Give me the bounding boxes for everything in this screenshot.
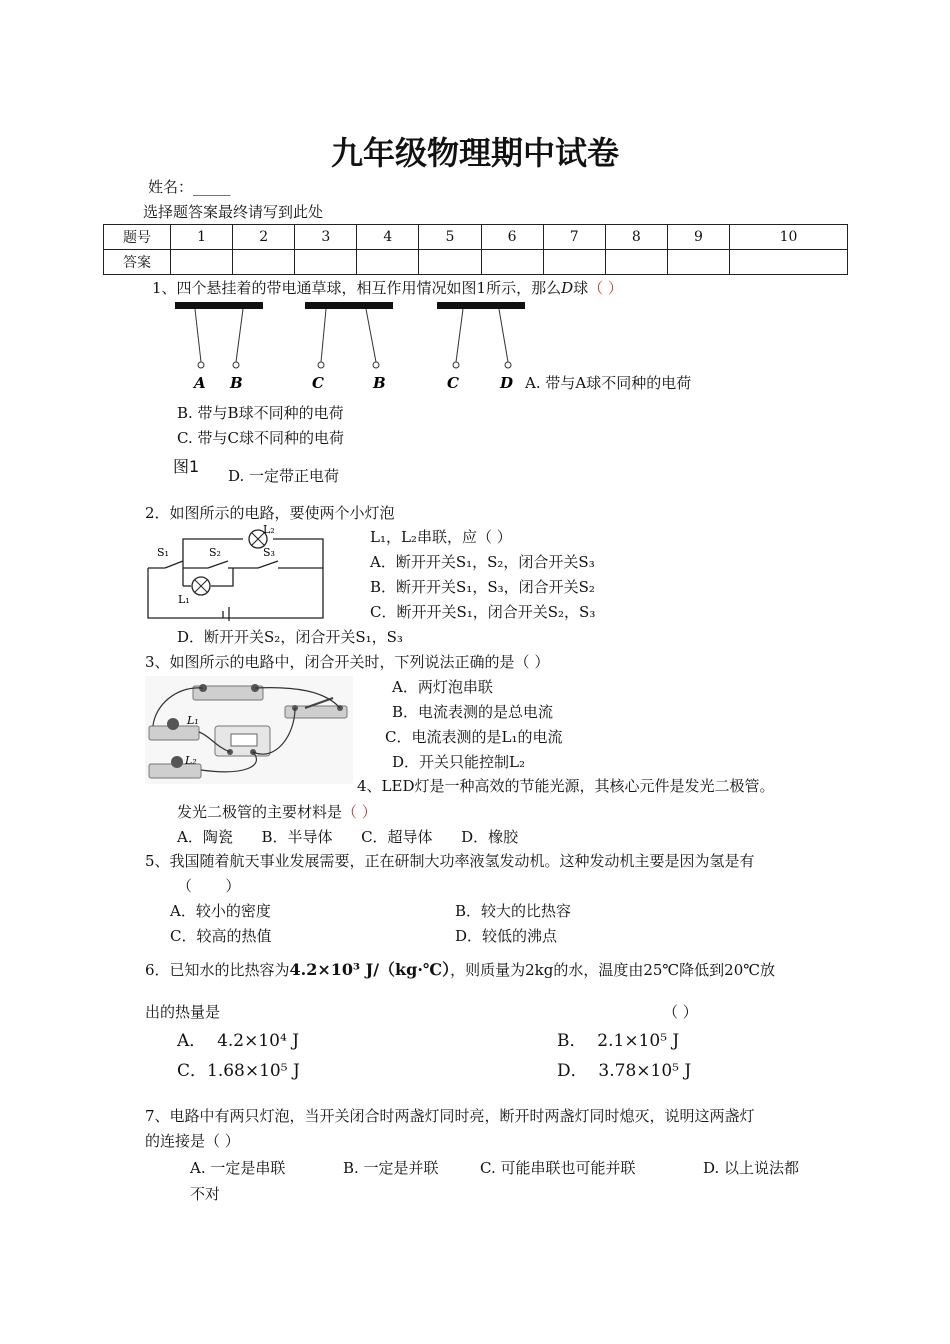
lamp-l1-label: L₁ bbox=[187, 714, 199, 727]
q3-option-d: D．开关只能控制L₂ bbox=[392, 753, 526, 771]
question-number: 3 bbox=[295, 225, 357, 250]
q2-option-d: D．断开开关S₂，闭合开关S₁，S₃ bbox=[177, 628, 403, 646]
q1-figure-pith-balls bbox=[168, 296, 533, 394]
pith-ball-pair-3 bbox=[437, 302, 525, 392]
lamp-l1-label: L₁ bbox=[178, 593, 190, 606]
answer-table-header-row bbox=[104, 225, 848, 250]
ball-label: B bbox=[230, 374, 243, 392]
question-number: 8 bbox=[605, 225, 667, 250]
q6-bracket: （ ） bbox=[663, 1003, 698, 1021]
q5-option-c: C．较高的热值 bbox=[170, 927, 272, 945]
question-number: 5 bbox=[419, 225, 481, 250]
question-number: 6 bbox=[481, 225, 543, 250]
answer-instruction: 选择题答案最终请写到此处 bbox=[143, 203, 324, 221]
q3-stem: 3、如图所示的电路中，闭合开关时，下列说法正确的是（ ） bbox=[145, 653, 550, 671]
q7-option-c: C. 可能串联也可能并联 bbox=[480, 1159, 636, 1177]
q1-option-d: D. 一定带正电荷 bbox=[228, 467, 340, 485]
q5-option-a: A．较小的密度 bbox=[170, 902, 271, 920]
q4-stem: 4、LED灯是一种高效的节能光源，其核心元件是发光二极管。 bbox=[357, 777, 775, 795]
lamp-l1-icon bbox=[192, 577, 210, 595]
answer-cell[interactable] bbox=[481, 250, 543, 275]
q6-option-c: C．1.68×10⁵ J bbox=[177, 1061, 300, 1081]
answer-cell[interactable] bbox=[543, 250, 605, 275]
answer-cell[interactable] bbox=[171, 250, 233, 275]
q2-circuit-diagram bbox=[143, 523, 325, 623]
answer-cell[interactable] bbox=[729, 250, 847, 275]
question-number: 9 bbox=[667, 225, 729, 250]
q2-option-b: B．断开开关S₁，S₃，闭合开关S₂ bbox=[370, 578, 595, 596]
answer-cell[interactable] bbox=[357, 250, 419, 275]
name-field-label: 姓名：_____ bbox=[148, 178, 231, 196]
question-number: 1 bbox=[171, 225, 233, 250]
answer-cell[interactable] bbox=[605, 250, 667, 275]
q6-stem: 6．已知水的比热容为4.2×10³ J/（kg·℃），则质量为2kg的水，温度由25℃降低到20℃放 bbox=[145, 960, 776, 979]
page-title: 九年级物理期中试卷 bbox=[330, 134, 619, 172]
switch-s2-label: S₂ bbox=[209, 546, 221, 559]
q5-option-d: D．较低的沸点 bbox=[455, 927, 558, 945]
q1-figure-label: 图1 bbox=[173, 457, 200, 476]
q6-stem-cont: 出的热量是 bbox=[145, 1003, 221, 1021]
q1-option-a: A. 带与A球不同种的电荷 bbox=[525, 374, 692, 392]
q6-option-a: A． 4.2×10⁴ J bbox=[177, 1031, 300, 1051]
q7-option-b: B. 一定是并联 bbox=[343, 1159, 439, 1177]
ball-label: B bbox=[373, 374, 386, 392]
q4-bracket: （ ） bbox=[342, 803, 377, 821]
q4-options: A．陶瓷 B．半导体 C．超导体 D．橡胶 bbox=[177, 828, 519, 846]
q2-option-a: A．断开开关S₁，S₂，闭合开关S₃ bbox=[370, 553, 595, 571]
q3-circuit-photo bbox=[145, 676, 353, 784]
ball-label: C bbox=[312, 374, 324, 392]
q1-option-c: C. 带与C球不同种的电荷 bbox=[177, 429, 344, 447]
answer-cell[interactable] bbox=[233, 250, 295, 275]
switch-s1-label: S₁ bbox=[157, 546, 169, 559]
q3-option-c: C．电流表测的是L₁的电流 bbox=[385, 728, 563, 746]
q6-option-b: B． 2.1×10⁵ J bbox=[557, 1031, 680, 1051]
question-number: 7 bbox=[543, 225, 605, 250]
lamp-l2-label: L₂ bbox=[263, 523, 275, 536]
answer-cell[interactable] bbox=[419, 250, 481, 275]
answer-label: 答案 bbox=[104, 250, 171, 275]
answer-cell[interactable] bbox=[667, 250, 729, 275]
q2-stem-cont: L₁，L₂串联，应（ ） bbox=[370, 528, 512, 546]
ball-label: D bbox=[500, 374, 514, 392]
question-number: 4 bbox=[357, 225, 419, 250]
switch-s3-label: S₃ bbox=[263, 546, 275, 559]
question-number-label: 题号 bbox=[104, 225, 171, 250]
pith-ball-pair-1 bbox=[175, 302, 263, 392]
q4-stem-cont: 发光二极管的主要材料是（ ） bbox=[177, 803, 377, 821]
lamp-l2-label: L₂ bbox=[185, 754, 197, 767]
ball-label: A bbox=[194, 374, 206, 392]
q1-stem: 1、四个悬挂着的带电通草球，相互作用情况如图1所示，那么D球（ ） bbox=[152, 279, 623, 297]
q1-option-b: B. 带与B球不同种的电荷 bbox=[177, 404, 344, 422]
q7-option-a: A. 一定是串联 bbox=[190, 1159, 286, 1177]
q5-stem: 5、我国随着航天事业发展需要，正在研制大功率液氢发动机。这种发动机主要是因为氢是有 bbox=[145, 852, 755, 870]
question-number: 10 bbox=[729, 225, 847, 250]
q5-bracket: （ ） bbox=[177, 877, 241, 895]
q7-stem: 7、电路中有两只灯泡，当开关闭合时两盏灯同时亮，断开时两盏灯同时熄灭，说明这两盏灯 bbox=[145, 1107, 755, 1125]
q1-bracket: （ ） bbox=[588, 279, 623, 297]
q7-option-d: D. 以上说法都 bbox=[703, 1159, 800, 1177]
specific-heat-formula: 4.2×10³ J/（kg·℃） bbox=[289, 960, 451, 979]
q5-option-b: B．较大的比热容 bbox=[455, 902, 572, 920]
answer-table-answer-row bbox=[104, 250, 848, 275]
answer-cell[interactable] bbox=[295, 250, 357, 275]
answer-table bbox=[103, 224, 848, 275]
pith-ball-pair-2 bbox=[305, 302, 393, 392]
q7-stem-cont: 的连接是（ ） bbox=[145, 1132, 240, 1150]
question-number: 2 bbox=[233, 225, 295, 250]
q6-option-d: D． 3.78×10⁵ J bbox=[557, 1061, 692, 1081]
q2-option-c: C．断开开关S₁，闭合开关S₂，S₃ bbox=[370, 603, 596, 621]
q7-option-d-cont: 不对 bbox=[190, 1185, 221, 1203]
q3-option-b: B．电流表测的是总电流 bbox=[392, 703, 554, 721]
q3-option-a: A．两灯泡串联 bbox=[392, 678, 493, 696]
ball-label: C bbox=[447, 374, 459, 392]
q2-stem: 2．如图所示的电路，要使两个小灯泡 bbox=[145, 504, 395, 522]
